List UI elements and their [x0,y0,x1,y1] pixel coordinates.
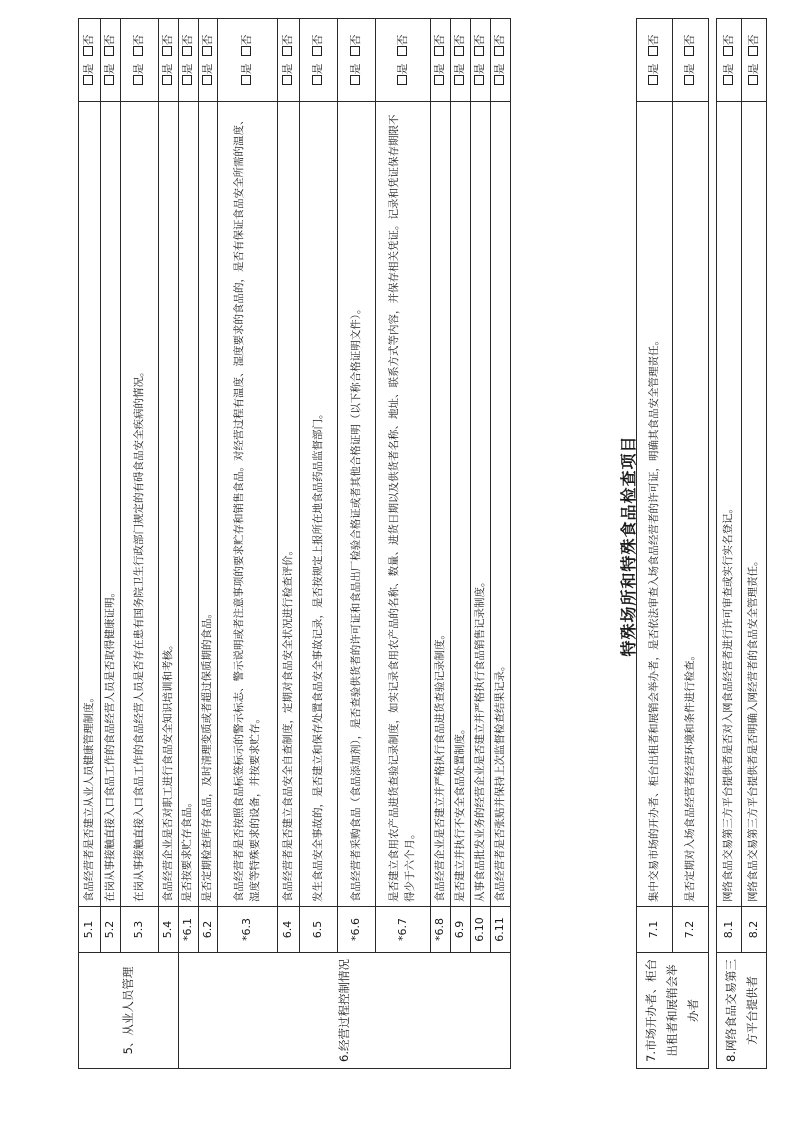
yes-no-options [101,19,121,102]
item-number: 7.1 [637,907,673,953]
option-yes-label: 是 [103,63,117,75]
requirement-text: 食品经营企业是否对职工进行食品安全知识培训和考核。 [159,102,179,907]
requirement-text: 食品经营企业是否建立并严格执行食品进货查验记录制度。 [431,102,451,907]
item-number: 5.1 [79,907,101,953]
table-row [300,19,338,1069]
option-yes-label: 是 [82,63,96,75]
option-no-label: 否 [82,34,96,46]
yes-no-options [121,19,159,102]
yes-no-options [471,19,491,102]
item-number: 7.2 [673,907,709,953]
option-yes-label: 是 [433,63,447,75]
checkbox-yes[interactable] [474,76,484,86]
yes-no-options [278,19,300,102]
inspection-table-market [636,18,709,1069]
table-row [198,19,218,1069]
option-no-label: 否 [395,34,409,46]
requirement-text: 食品经营者是否张贴并保持上次监督检查结果记录。 [491,102,511,907]
table-row [742,19,767,1069]
option-no-label: 否 [433,34,447,46]
yes-no-options [79,19,101,102]
table-row [637,19,673,1069]
yes-no-options [338,19,376,102]
table-row [376,19,431,1069]
checkbox-no[interactable] [648,47,658,57]
item-number: 5.2 [101,907,121,953]
item-number: *6.6 [338,907,376,953]
yes-no-options [742,19,767,102]
item-number: 5.4 [159,907,179,953]
requirement-text: 在岗从事接触直接入口食品工作的食品经营人员是否存在患有国务院卫生行政部门规定的有碍食品安全疾病的情况。 [121,102,159,907]
category-market-organizer: 7.市场开办者、柜台出租者和展销会举办者 [637,953,709,1069]
option-no-label: 否 [647,34,661,46]
requirement-text: 发生食品安全事故的，是否建立和保存处置食品安全事故记录，是否按规定上报所在地食品药品监督部门。 [300,102,338,907]
requirement-text: 是否定期对入场食品经营者经营环境和条件进行检查。 [673,102,709,907]
category-process-control: 6.经营过程控制情况 [179,953,511,1069]
yes-no-options [491,19,511,102]
checkbox-no[interactable] [182,47,192,57]
checkbox-no[interactable] [454,47,464,57]
item-number: 6.4 [278,907,300,953]
yes-no-options [717,19,742,102]
item-number: *6.7 [376,907,431,953]
option-yes-label: 是 [721,63,735,75]
inspection-table-online [716,18,767,1069]
checkbox-no[interactable] [474,47,484,57]
item-number: 6.10 [471,907,491,953]
option-no-label: 否 [493,34,507,46]
option-no-label: 否 [132,34,146,46]
requirement-text: 食品经营者是否建立食品安全自查制度，定期对食品安全状况进行检查评价。 [278,102,300,907]
option-no-label: 否 [200,34,214,46]
option-yes-label: 是 [747,63,761,75]
option-yes-label: 是 [281,63,295,75]
yes-no-options [637,19,673,102]
checkbox-no[interactable] [202,47,212,57]
checkbox-yes[interactable] [282,76,292,86]
table-row [431,19,451,1069]
checkbox-yes[interactable] [494,76,504,86]
yes-no-options [300,19,338,102]
item-number: 6.2 [198,907,218,953]
item-number: 5.3 [121,907,159,953]
option-no-label: 否 [281,34,295,46]
checkbox-yes[interactable] [684,76,694,86]
item-number: 6.9 [451,907,471,953]
requirement-text: 从事食品批发业务的经营企业是否建立并严格执行食品销售记录制度。 [471,102,491,907]
table-row [218,19,278,1069]
option-no-label: 否 [240,34,254,46]
yes-no-options [431,19,451,102]
option-yes-label: 是 [493,63,507,75]
checkbox-no[interactable] [748,47,758,57]
requirement-text: 是否按要求贮存食品。 [179,102,199,907]
option-no-label: 否 [311,34,325,46]
checkbox-no[interactable] [83,47,93,57]
requirement-text: 是否建立食用农产品进货查验记录制度，如实记录食用农产品的名称、数量、进货日期以及供货者名称、地址、联系方式等内容，并保存相关凭证。记录和凭证保存期限不得少于六个月。 [376,102,431,907]
checkbox-yes[interactable] [162,76,172,86]
option-yes-label: 是 [181,63,194,75]
checkbox-no[interactable] [282,47,292,57]
table-row [673,19,709,1069]
checkbox-no[interactable] [241,47,251,57]
checkbox-no[interactable] [723,47,733,57]
table-row [101,19,121,1069]
checkbox-no[interactable] [434,47,444,57]
checkbox-no[interactable] [312,47,322,57]
checkbox-no[interactable] [133,47,143,57]
yes-no-options [673,19,709,102]
requirement-text: 在岗从事接触直接入口食品工作的食品经营人员是否取得健康证明。 [101,102,121,907]
option-no-label: 否 [721,34,735,46]
checkbox-no[interactable] [162,47,172,57]
option-yes-label: 是 [132,63,146,75]
requirement-text: 网络食品交易第三方平台提供者是否对入网食品经营者进行许可审查或实行实名登记。 [717,102,742,907]
checkbox-yes[interactable] [397,76,407,86]
checkbox-no[interactable] [104,47,114,57]
option-no-label: 否 [181,34,194,46]
option-no-label: 否 [453,34,467,46]
table-row [491,19,511,1069]
option-no-label: 否 [473,34,487,46]
option-yes-label: 是 [311,63,325,75]
checkbox-no[interactable] [494,47,504,57]
checkbox-yes[interactable] [434,76,444,86]
category-personnel: 5、从业人员管理 [79,953,179,1069]
item-number: 8.2 [742,907,767,953]
yes-no-options [179,19,199,102]
table-row [278,19,300,1069]
requirement-text: 是否定期检查库存食品，及时清理变质或者超过保质期的食品。 [198,102,218,907]
option-no-label: 否 [161,34,175,46]
checkbox-yes[interactable] [454,76,464,86]
option-yes-label: 是 [395,63,409,75]
inspection-table-main [78,18,511,1069]
checkbox-yes[interactable] [312,76,322,86]
checkbox-no[interactable] [397,47,407,57]
table-row [79,19,101,1069]
requirement-text: 是否建立并执行不安全食品处置制度。 [451,102,471,907]
yes-no-options [218,19,278,102]
item-number: *6.3 [218,907,278,953]
checkbox-no[interactable] [684,47,694,57]
checkbox-yes[interactable] [133,76,143,86]
checkbox-yes[interactable] [83,76,93,86]
table-row [338,19,376,1069]
category-online-platform: 8.网络食品交易第三方平台提供者 [717,953,767,1069]
option-yes-label: 是 [349,63,363,75]
table-row [179,19,199,1069]
table-row [159,19,179,1069]
requirement-text: 集中交易市场的开办者、柜台出租者和展销会举办者，是否依法审查入场食品经营者的许可证，明确其食品安全管理责任。 [637,102,673,907]
checkbox-yes[interactable] [723,76,733,86]
item-number: *6.1 [179,907,199,953]
table-row [451,19,471,1069]
option-no-label: 否 [683,34,697,46]
checkbox-no[interactable] [350,47,360,57]
requirement-text: 食品经营者采购食品（食品添加剂），是否查验供货者的许可证和食品出厂检验合格证或者其他合格证明（以下称合格证明文件）。 [338,102,376,907]
option-yes-label: 是 [683,63,697,75]
option-no-label: 否 [103,34,117,46]
option-yes-label: 是 [453,63,467,75]
requirement-text: 食品经营者是否建立从业人员健康管理制度。 [79,102,101,907]
option-no-label: 否 [349,34,363,46]
yes-no-options [159,19,179,102]
option-yes-label: 是 [647,63,661,75]
table-row [471,19,491,1069]
checkbox-yes[interactable] [648,76,658,86]
item-number: *6.8 [431,907,451,953]
checkbox-yes[interactable] [748,76,758,86]
option-yes-label: 是 [161,63,175,75]
option-no-label: 否 [747,34,761,46]
requirement-text: 食品经营者是否按照食品标签标示的警示标志、警示说明或者注意事项的要求贮存和销售食品。对经营过程有温度、湿度要求的食品的，是否有保证食品安全所需的温度、湿度等特殊要求的设备，并按要求贮存。 [218,102,278,907]
table-row [717,19,742,1069]
option-yes-label: 是 [473,63,487,75]
section-title: 特殊场所和特殊食品检查项目 [619,435,638,657]
checkbox-yes[interactable] [104,76,114,86]
item-number: 6.5 [300,907,338,953]
checkbox-yes[interactable] [182,76,192,86]
item-number: 6.11 [491,907,511,953]
yes-no-options [198,19,218,102]
option-yes-label: 是 [200,63,214,75]
checkbox-yes[interactable] [350,76,360,86]
yes-no-options [376,19,431,102]
table-row [121,19,159,1069]
checkbox-yes[interactable] [241,76,251,86]
item-number: 8.1 [717,907,742,953]
yes-no-options [451,19,471,102]
checkbox-yes[interactable] [202,76,212,86]
option-yes-label: 是 [240,63,254,75]
requirement-text: 网络食品交易第三方平台提供者是否明确入网经营者的食品安全管理责任。 [742,102,767,907]
